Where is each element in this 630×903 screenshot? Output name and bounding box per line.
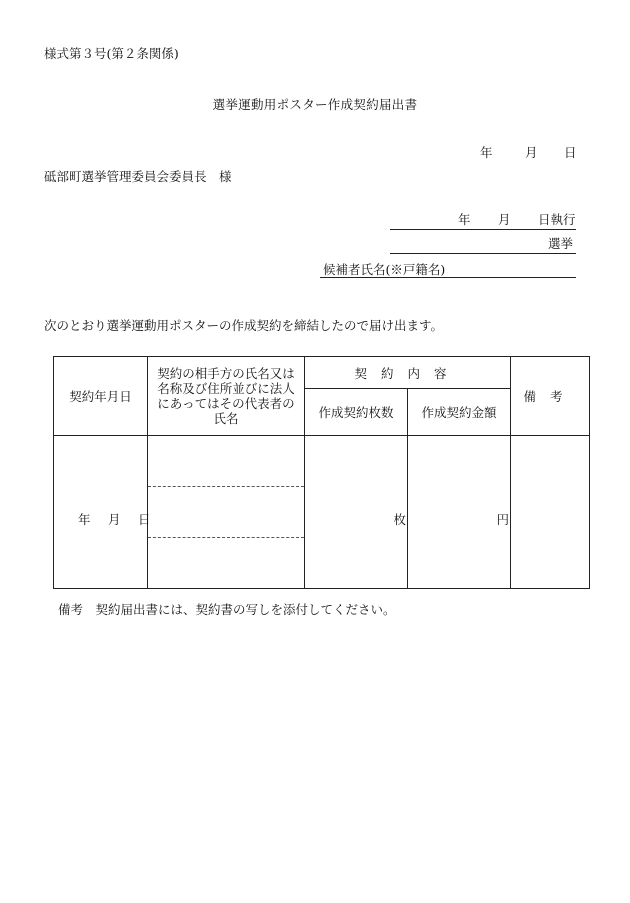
header-contract-count: 作成契約枚数 [305,389,408,436]
contract-amount-cell[interactable] [408,436,511,589]
count-unit: 枚 [393,512,406,527]
amount-unit: 円 [496,512,510,527]
row-month-label: 月 [108,512,121,527]
header-remarks-label: 備考 [523,389,577,404]
header-contract-party [148,357,305,436]
party-divider [148,486,304,487]
header-party-line: 氏名 [213,411,239,426]
submission-year-label: 年 [480,145,493,160]
document-title: 選挙運動用ポスター作成契約届出書 [212,97,418,112]
header-contract-amount: 作成契約金額 [408,389,511,436]
election-year-label: 年 [458,212,471,227]
header-contract-content [305,357,511,389]
election-name-underline [390,253,576,254]
election-date-line [390,214,576,230]
remarks-cell[interactable] [511,436,590,589]
recipient: 砥部町選挙管理委員会委員長 様 [44,169,232,184]
header-remarks [511,357,590,436]
footnote: 備考 契約届出書には、契約書の写しを添付してください。 [58,602,396,617]
election-date-underline [390,229,576,230]
intro-text: 次のとおり選挙運動用ポスターの作成契約を締結したので届け出ます。 [44,318,444,333]
contract-count-cell[interactable] [305,436,408,589]
election-day-executed-label: 日執行 [538,212,576,227]
contract-date-cell[interactable] [54,436,151,589]
submission-day-label: 日 [564,145,577,160]
header-party-line: 契約の相手方の氏名又は [157,366,295,381]
party-divider [148,537,304,538]
row-day-label: 日 [138,512,151,527]
header-party-line: 名称及び住所並びに法人 [157,381,295,396]
header-contract-date: 契約年月日 [54,357,148,436]
header-party-line: にあってはその代表者の [157,396,295,411]
candidate-name-underline [320,277,576,278]
submission-month-label: 月 [525,145,538,160]
candidate-name-label: 候補者氏名(※戸籍名) [323,262,446,277]
election-month-label: 月 [498,212,511,227]
contract-party-cell[interactable] [148,436,305,589]
row-year-label: 年 [78,512,91,527]
contract-table [53,356,590,589]
form-number: 様式第３号(第２条関係) [44,46,179,61]
election-name-suffix: 選挙 [548,236,574,251]
header-contract-content-label: 契約内容 [354,365,461,381]
